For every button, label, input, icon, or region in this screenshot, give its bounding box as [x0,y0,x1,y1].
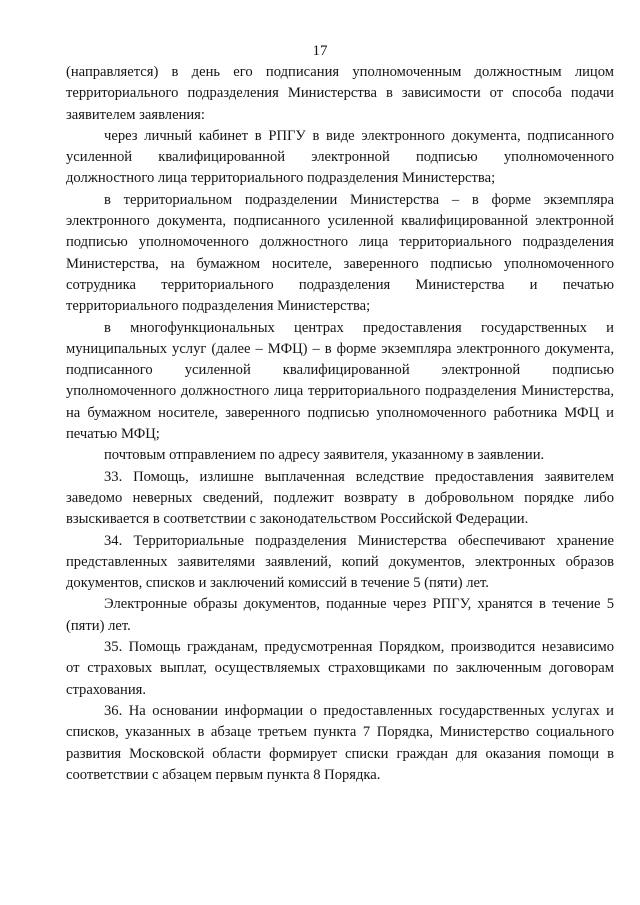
paragraph-clause-33: 33. Помощь, излишне выплаченная вследствие предоставления заявителем заведомо неверных сведений, подлежит возврату в добровольном порядке либо взыскивается в соответствии с законодательством Российской Федерации. [66,468,614,528]
page-number: 17 [312,43,328,59]
paragraph-mfc: в многофункциональных центрах предоставления государственных и муниципальных услуг (далее – МФЦ) – в форме экземпляра электронного документа, подписанного усиленной квалифицированной электронной подписью уполномоченного должностного лица территориального подразделения Министерства, на бумажном носителе, заверенного подписью уполномоченного работника МФЦ и печатью МФЦ; [66,319,614,443]
body-text [66,62,614,786]
paragraph-postal: почтовым отправлением по адресу заявителя, указанному в заявлении. [104,447,545,464]
paragraph-rpgu-cabinet: через личный кабинет в РПГУ в виде электронного документа, подписанного усиленной квалифицированной электронной подписью уполномоченного должностного лица территориального подразделения Министерства; [66,127,614,187]
paragraph-electronic-storage: Электронные образы документов, поданные через РПГУ, хранятся в течение 5 (пяти) лет. [66,596,614,634]
paragraph-clause-34: 34. Территориальные подразделения Министерства обеспечивают хранение представленных заявителями заявлений, копий документов, электронных образов документов, списков и заключений комиссий в течение 5 (пяти) лет. [66,532,614,592]
paragraph-territorial-division: в территориальном подразделении Министерства – в форме экземпляра электронного документа, подписанного усиленной квалифицированной электронной подписью уполномоченного должностного лица территориального подразделения Министерства, на бумажном носителе, заверенного подписью уполномоченного сотрудника территориального подразделения Министерства и печатью территориального подразделения Министерства; [66,191,614,315]
scan-speck [460,761,461,762]
paragraph-delivery-intro: (направляется) в день его подписания уполномоченным должностным лицом территориального подразделения Министерства в зависимости от способа подачи заявителем заявления: [66,64,614,123]
paragraph-clause-36: 36. На основании информации о предоставленных государственных услугах и списков, указанных в абзаце третьем пункта 7 Порядка, Министерство социального развития Московской области формирует списки граждан для оказания помощи в соответствии с абзацем первым пункта 8 Порядка. [66,702,614,783]
paragraph-clause-35: 35. Помощь гражданам, предусмотренная Порядком, производится независимо от страховых выплат, осуществляемых страховщиками по заключенным договорам страхования. [66,639,614,698]
